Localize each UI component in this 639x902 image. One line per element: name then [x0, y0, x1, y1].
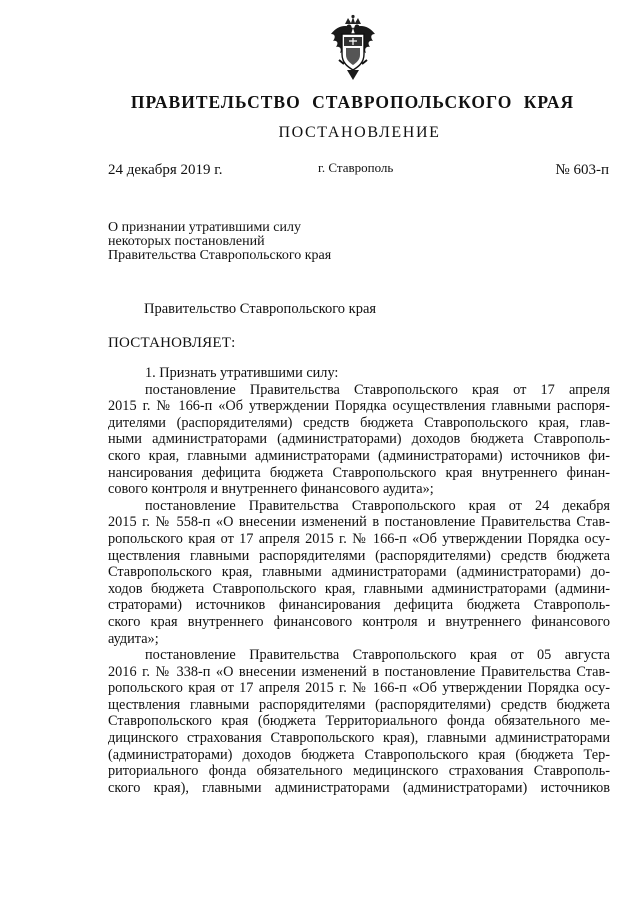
- body-line: сового контроля и внутреннего финансового аудита»;: [108, 481, 434, 498]
- body-line: ными администраторами (администраторами) доходов бюджета Ставрополь-: [108, 431, 610, 448]
- coat-of-arms-icon: [327, 14, 379, 82]
- subject-line: Правительства Ставропольского края: [108, 248, 332, 263]
- document-subject: [108, 221, 331, 263]
- body-line: Ставропольского края, главными администраторами (администраторами) до-: [108, 564, 610, 581]
- subject-line: некоторых постановлений: [108, 234, 265, 249]
- document-body: [108, 365, 610, 796]
- document-date: 24 декабря 2019 г.: [108, 162, 223, 178]
- body-line: 1. Признать утратившими силу:: [145, 365, 339, 381]
- body-line: 2016 г. № 338-п «О внесении изменений в постановление Правительства Став-: [108, 663, 610, 680]
- body-line: ского края внутреннего финансового контроля и внутреннего финансового: [108, 613, 610, 630]
- body-line: ского края), главными администраторами (администраторами) источников: [108, 779, 610, 796]
- document-city: г. Ставрополь: [318, 160, 394, 175]
- body-line: риториального фонда обязательного медицинского страхования Ставрополь-: [108, 763, 610, 780]
- body-line: ропольского края от 17 апреля 2015 г. № 166-п «Об утверждении Порядка осу-: [108, 530, 610, 547]
- body-line: 2015 г. № 558-п «О внесении изменений в постановление Правительства Став-: [108, 514, 610, 531]
- body-line: постановление Правительства Ставропольского края от 24 декабря: [145, 497, 610, 514]
- body-line: дицинского страхования Ставропольского края), главными администраторами: [108, 730, 610, 747]
- body-line: 2015 г. № 166-п «Об утверждении Порядка осуществления главными распоря-: [108, 398, 610, 415]
- body-line: ропольского края от 17 апреля 2015 г. № 166-п «Об утверждении Порядка осу-: [108, 680, 610, 697]
- government-title: ПРАВИТЕЛЬСТВО СТАВРОПОЛЬСКОГО КРАЯ: [130, 92, 575, 112]
- body-line: постановление Правительства Ставропольского края от 05 августа: [145, 647, 610, 664]
- document-number: № 603-п: [555, 162, 609, 178]
- body-line: (администраторами) доходов бюджета Ставропольского края (бюджета Тер-: [108, 746, 610, 763]
- body-line: нансирования дефицита бюджета Ставропольского края внутреннего финан-: [108, 464, 610, 481]
- body-line: аудита»;: [108, 630, 159, 647]
- body-line: дителями (распорядителями) средств бюджета Ставропольского края, глав-: [108, 414, 610, 431]
- body-line: ходов бюджета Ставропольского края, главными администраторами (админи-: [108, 580, 610, 597]
- body-line: ществления главными распорядителями (распорядителями) средств бюджета: [108, 547, 610, 564]
- body-line: постановление Правительства Ставропольского края от 17 апреля: [145, 381, 610, 398]
- preamble: Правительство Ставропольского края: [144, 301, 377, 317]
- body-line: Ставропольского края (бюджета Территориального фонда обязательного ме-: [108, 713, 610, 730]
- decree-heading: ПОСТАНОВЛЯЕТ:: [108, 335, 236, 351]
- body-line: ществления главными распорядителями (распорядителями) средств бюджета: [108, 696, 610, 713]
- document-type: ПОСТАНОВЛЕНИЕ: [278, 124, 441, 141]
- subject-line: О признании утратившими силу: [108, 220, 301, 235]
- body-line: ского края, главными администраторами (администраторами) источников фи-: [108, 447, 610, 464]
- body-line: страторами) источников финансирования дефицита бюджета Ставрополь-: [108, 597, 610, 614]
